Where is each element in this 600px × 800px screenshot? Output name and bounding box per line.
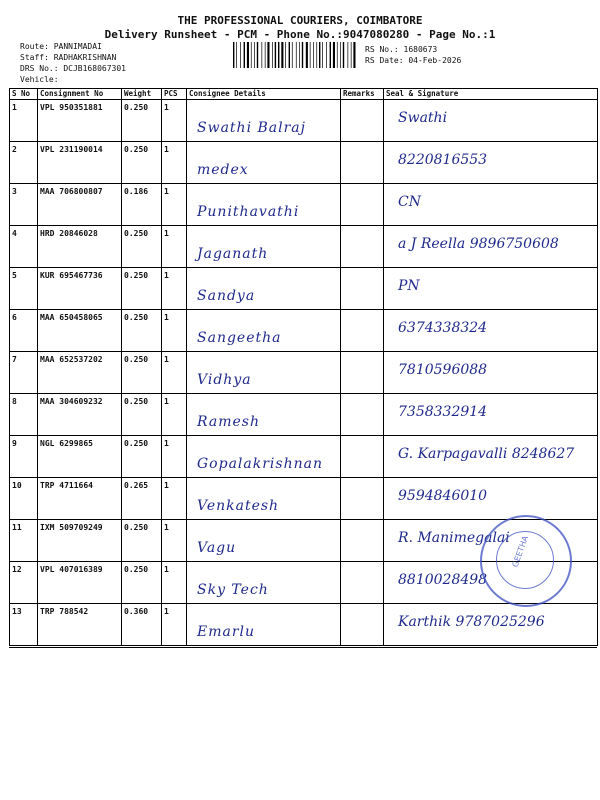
row-consignment-no-text: NGL 6299865 [40,439,93,448]
col-consignee: Consignee Details [187,89,341,100]
barcode-bar [257,42,258,68]
row-sno-text: 13 [12,607,22,616]
row-pcs-text: 1 [164,565,169,574]
barcode-bar [292,42,293,68]
row-consignment-no-text: MAA 706800807 [40,187,103,196]
row-sno [10,310,38,352]
row-weight-text: 0.250 [124,313,149,322]
meta-left [20,41,126,85]
row-seal-signature [384,394,598,436]
row-sno-text: 3 [12,187,17,196]
table-row [10,478,598,520]
row-consignment-no-text: VPL 231190014 [40,145,103,154]
barcode-bar [316,42,317,68]
table-row [10,226,598,268]
row-consignee-details [187,268,341,310]
table-header-row [10,89,598,100]
row-weight [122,478,162,520]
signature-handwriting: 6374338324 [398,320,488,336]
row-weight-text: 0.250 [124,355,149,364]
table-row [10,310,598,352]
barcode-bar [281,42,283,68]
barcode-bar [278,42,279,68]
row-seal-signature [384,436,598,478]
row-weight [122,394,162,436]
consignee-handwriting: Swathi Balraj [197,120,306,136]
row-weight [122,352,162,394]
barcode-bar [265,42,266,68]
row-sno [10,478,38,520]
row-pcs-text: 1 [164,145,169,154]
row-pcs-text: 1 [164,523,169,532]
row-weight [122,604,162,646]
row-weight [122,142,162,184]
row-sno [10,562,38,604]
table-row [10,268,598,310]
consignee-handwriting: Jaganath [197,246,269,262]
barcode-bar [340,42,341,68]
row-remarks [341,226,384,268]
row-seal-signature [384,226,598,268]
row-pcs [162,142,187,184]
signature-handwriting: 9594846010 [398,488,488,504]
row-consignee-details [187,184,341,226]
row-weight [122,268,162,310]
row-remarks [341,520,384,562]
consignee-handwriting: Punithavathi [197,204,300,220]
row-seal-signature [384,310,598,352]
consignee-handwriting: Venkatesh [197,498,280,514]
row-consignment-no-text: VPL 950351881 [40,103,103,112]
seal-stamp [480,515,572,607]
row-pcs-text: 1 [164,481,169,490]
barcode-bar [254,42,255,68]
staff-text: Staff: RADHAKRISHNAN [20,53,117,62]
row-consignee-details [187,436,341,478]
row-sno-text: 7 [12,355,17,364]
row-weight [122,436,162,478]
row-seal-signature [384,478,598,520]
row-weight-text: 0.250 [124,103,149,112]
row-consignment-no [38,142,122,184]
row-consignment-no-text: TRP 788542 [40,607,89,616]
row-remarks [341,604,384,646]
row-weight-text: 0.250 [124,229,149,238]
barcode-bar [296,42,297,68]
row-consignment-no [38,226,122,268]
drs-text: DRS No.: DCJB168067301 [20,64,126,73]
row-sno [10,394,38,436]
signature-handwriting: CN [398,194,421,210]
row-seal-signature [384,184,598,226]
meta-right [365,44,461,66]
col-remarks: Remarks [341,89,384,100]
consignee-handwriting: Sky Tech [197,582,269,598]
row-consignment-no [38,100,122,142]
row-weight [122,562,162,604]
barcode-bar [322,42,323,68]
row-sno-text: 10 [12,481,22,490]
row-remarks [341,562,384,604]
consignee-handwriting: Sangeetha [197,330,282,346]
row-pcs [162,520,187,562]
row-sno-text: 1 [12,103,17,112]
barcode-bar [326,42,327,68]
row-pcs [162,226,187,268]
signature-handwriting: 8220816553 [398,152,488,168]
barcode-bar [310,42,311,68]
barcode-bar [236,42,237,68]
row-pcs-text: 1 [164,355,169,364]
barcode-bar [330,42,331,68]
row-pcs [162,436,187,478]
barcode-bar [348,42,349,68]
row-pcs [162,184,187,226]
row-remarks [341,436,384,478]
row-consignment-no [38,520,122,562]
consignee-handwriting: Ramesh [197,414,260,430]
row-sno [10,352,38,394]
row-pcs-text: 1 [164,103,169,112]
row-weight-text: 0.250 [124,439,149,448]
barcode-bar [353,42,355,68]
row-pcs [162,100,187,142]
signature-handwriting: Swathi [398,110,448,126]
signature-handwriting: 8810028498 [398,572,488,588]
row-seal-signature [384,142,598,184]
row-remarks [341,394,384,436]
table-row [10,436,598,478]
row-consignee-details [187,310,341,352]
seal-stamp-text: GEETHA [510,534,531,569]
table-row [10,100,598,142]
barcode-bar [285,42,286,68]
row-sno-text: 11 [12,523,22,532]
row-weight-text: 0.250 [124,145,149,154]
row-consignment-no-text: IXM 509709249 [40,523,103,532]
consignee-handwriting: Gopalakrishnan [197,456,323,472]
signature-handwriting: Karthik 9787025296 [398,614,545,630]
row-sno [10,142,38,184]
barcode-bar [262,42,263,68]
row-consignee-details [187,352,341,394]
row-consignment-no-text: MAA 650458065 [40,313,103,322]
row-consignment-no-text: HRD 20846028 [40,229,98,238]
signature-handwriting: R. Manimegalai [398,530,510,546]
row-remarks [341,142,384,184]
row-consignment-no [38,352,122,394]
row-consignment-no-text: TRP 4711664 [40,481,93,490]
row-consignment-no-text: MAA 304609232 [40,397,103,406]
row-consignee-details [187,478,341,520]
row-pcs [162,268,187,310]
barcode-bar [319,42,320,68]
row-weight-text: 0.186 [124,187,149,196]
row-sno-text: 5 [12,271,17,280]
row-consignment-no [38,604,122,646]
row-consignment-no-text: VPL 407016389 [40,565,103,574]
row-sno-text: 12 [12,565,22,574]
row-seal-signature [384,352,598,394]
barcode-bar [351,42,352,68]
row-seal-signature [384,604,598,646]
col-pcs: PCS [162,89,187,100]
row-seal-signature [384,268,598,310]
row-sno [10,604,38,646]
row-consignment-no [38,310,122,352]
row-consignment-no [38,562,122,604]
row-sno-text: 8 [12,397,17,406]
barcode-bar [240,42,241,68]
row-consignment-no [38,394,122,436]
row-sno [10,436,38,478]
runsheet-subtitle: Delivery Runsheet - PCM - Phone No.:9047080280 - Page No.:1 [104,28,496,41]
row-remarks [341,184,384,226]
barcode-bar [289,42,290,68]
consignee-handwriting: medex [197,162,249,178]
barcode-bar [247,42,249,68]
row-weight [122,184,162,226]
row-weight-text: 0.360 [124,607,149,616]
row-pcs-text: 1 [164,439,169,448]
signature-handwriting: 7810596088 [398,362,488,378]
consignee-handwriting: Vagu [197,540,237,556]
row-sno-text: 2 [12,145,17,154]
row-remarks [341,310,384,352]
row-consignment-no-text: KUR 695467736 [40,271,103,280]
row-consignment-no [38,436,122,478]
row-consignment-no-text: MAA 652537202 [40,355,103,364]
row-pcs [162,352,187,394]
row-consignment-no [38,184,122,226]
row-seal-signature [384,100,598,142]
row-consignee-details [187,604,341,646]
row-remarks [341,352,384,394]
row-sno-text: 9 [12,439,17,448]
consignee-handwriting: Vidhya [197,372,252,388]
barcode-bar [313,42,314,68]
row-weight-text: 0.250 [124,397,149,406]
table-row [10,352,598,394]
row-pcs-text: 1 [164,313,169,322]
row-pcs-text: 1 [164,607,169,616]
row-sno-text: 4 [12,229,17,238]
row-remarks [341,478,384,520]
consignee-handwriting: Emarlu [197,624,256,640]
signature-handwriting: a J Reella 9896750608 [398,236,559,252]
row-weight-text: 0.250 [124,565,149,574]
barcode-bar [302,42,303,68]
row-consignee-details [187,142,341,184]
table-row [10,142,598,184]
rs-date-text: RS Date: 04-Feb-2026 [365,56,462,65]
row-weight-text: 0.250 [124,271,149,280]
row-consignee-details [187,226,341,268]
row-remarks [341,100,384,142]
row-weight [122,100,162,142]
col-sno: S No [10,89,38,100]
barcode-bar [333,42,335,68]
table-row [10,604,598,646]
row-consignee-details [187,100,341,142]
row-sno-text: 6 [12,313,17,322]
signature-handwriting: PN [398,278,420,294]
row-weight [122,310,162,352]
row-sno [10,100,38,142]
row-remarks [341,268,384,310]
row-sno [10,268,38,310]
row-pcs [162,310,187,352]
row-pcs [162,604,187,646]
col-signature: Seal & Signature [384,89,598,100]
row-pcs-text: 1 [164,271,169,280]
row-consignment-no [38,478,122,520]
row-pcs [162,478,187,520]
barcode-bar [267,42,269,68]
row-sno [10,184,38,226]
company-title: THE PROFESSIONAL COURIERS, COIMBATORE [177,14,423,27]
consignee-handwriting: Sandya [197,288,256,304]
bottom-divider [9,647,597,648]
row-weight [122,520,162,562]
row-consignment-no [38,268,122,310]
barcode-bar [244,42,245,68]
barcode-bar [233,42,234,68]
row-weight-text: 0.265 [124,481,149,490]
rs-no-text: RS No.: 1680673 [365,45,438,54]
row-sno [10,226,38,268]
table-row [10,394,598,436]
row-consignee-details [187,394,341,436]
row-pcs [162,562,187,604]
signature-handwriting: G. Karpagavalli 8248627 [398,446,575,462]
row-weight [122,226,162,268]
row-weight-text: 0.250 [124,523,149,532]
route-text: Route: PANNIMADAI [20,42,102,51]
barcode-bar [272,42,273,68]
row-sno [10,520,38,562]
row-consignee-details [187,562,341,604]
barcode-bar [343,42,344,68]
table-row [10,184,598,226]
barcode-bar [306,42,308,68]
row-pcs [162,394,187,436]
barcode-bar [275,42,276,68]
barcode-bar [251,42,252,68]
vehicle-text: Vehicle: [20,75,59,84]
row-pcs-text: 1 [164,187,169,196]
row-pcs-text: 1 [164,397,169,406]
col-consignment: Consignment No [38,89,122,100]
barcode-icon [232,42,360,68]
barcode-bar [337,42,338,68]
barcode-bar [299,42,300,68]
col-weight: Weight [122,89,162,100]
signature-handwriting: 7358332914 [398,404,488,420]
row-consignee-details [187,520,341,562]
row-pcs-text: 1 [164,229,169,238]
